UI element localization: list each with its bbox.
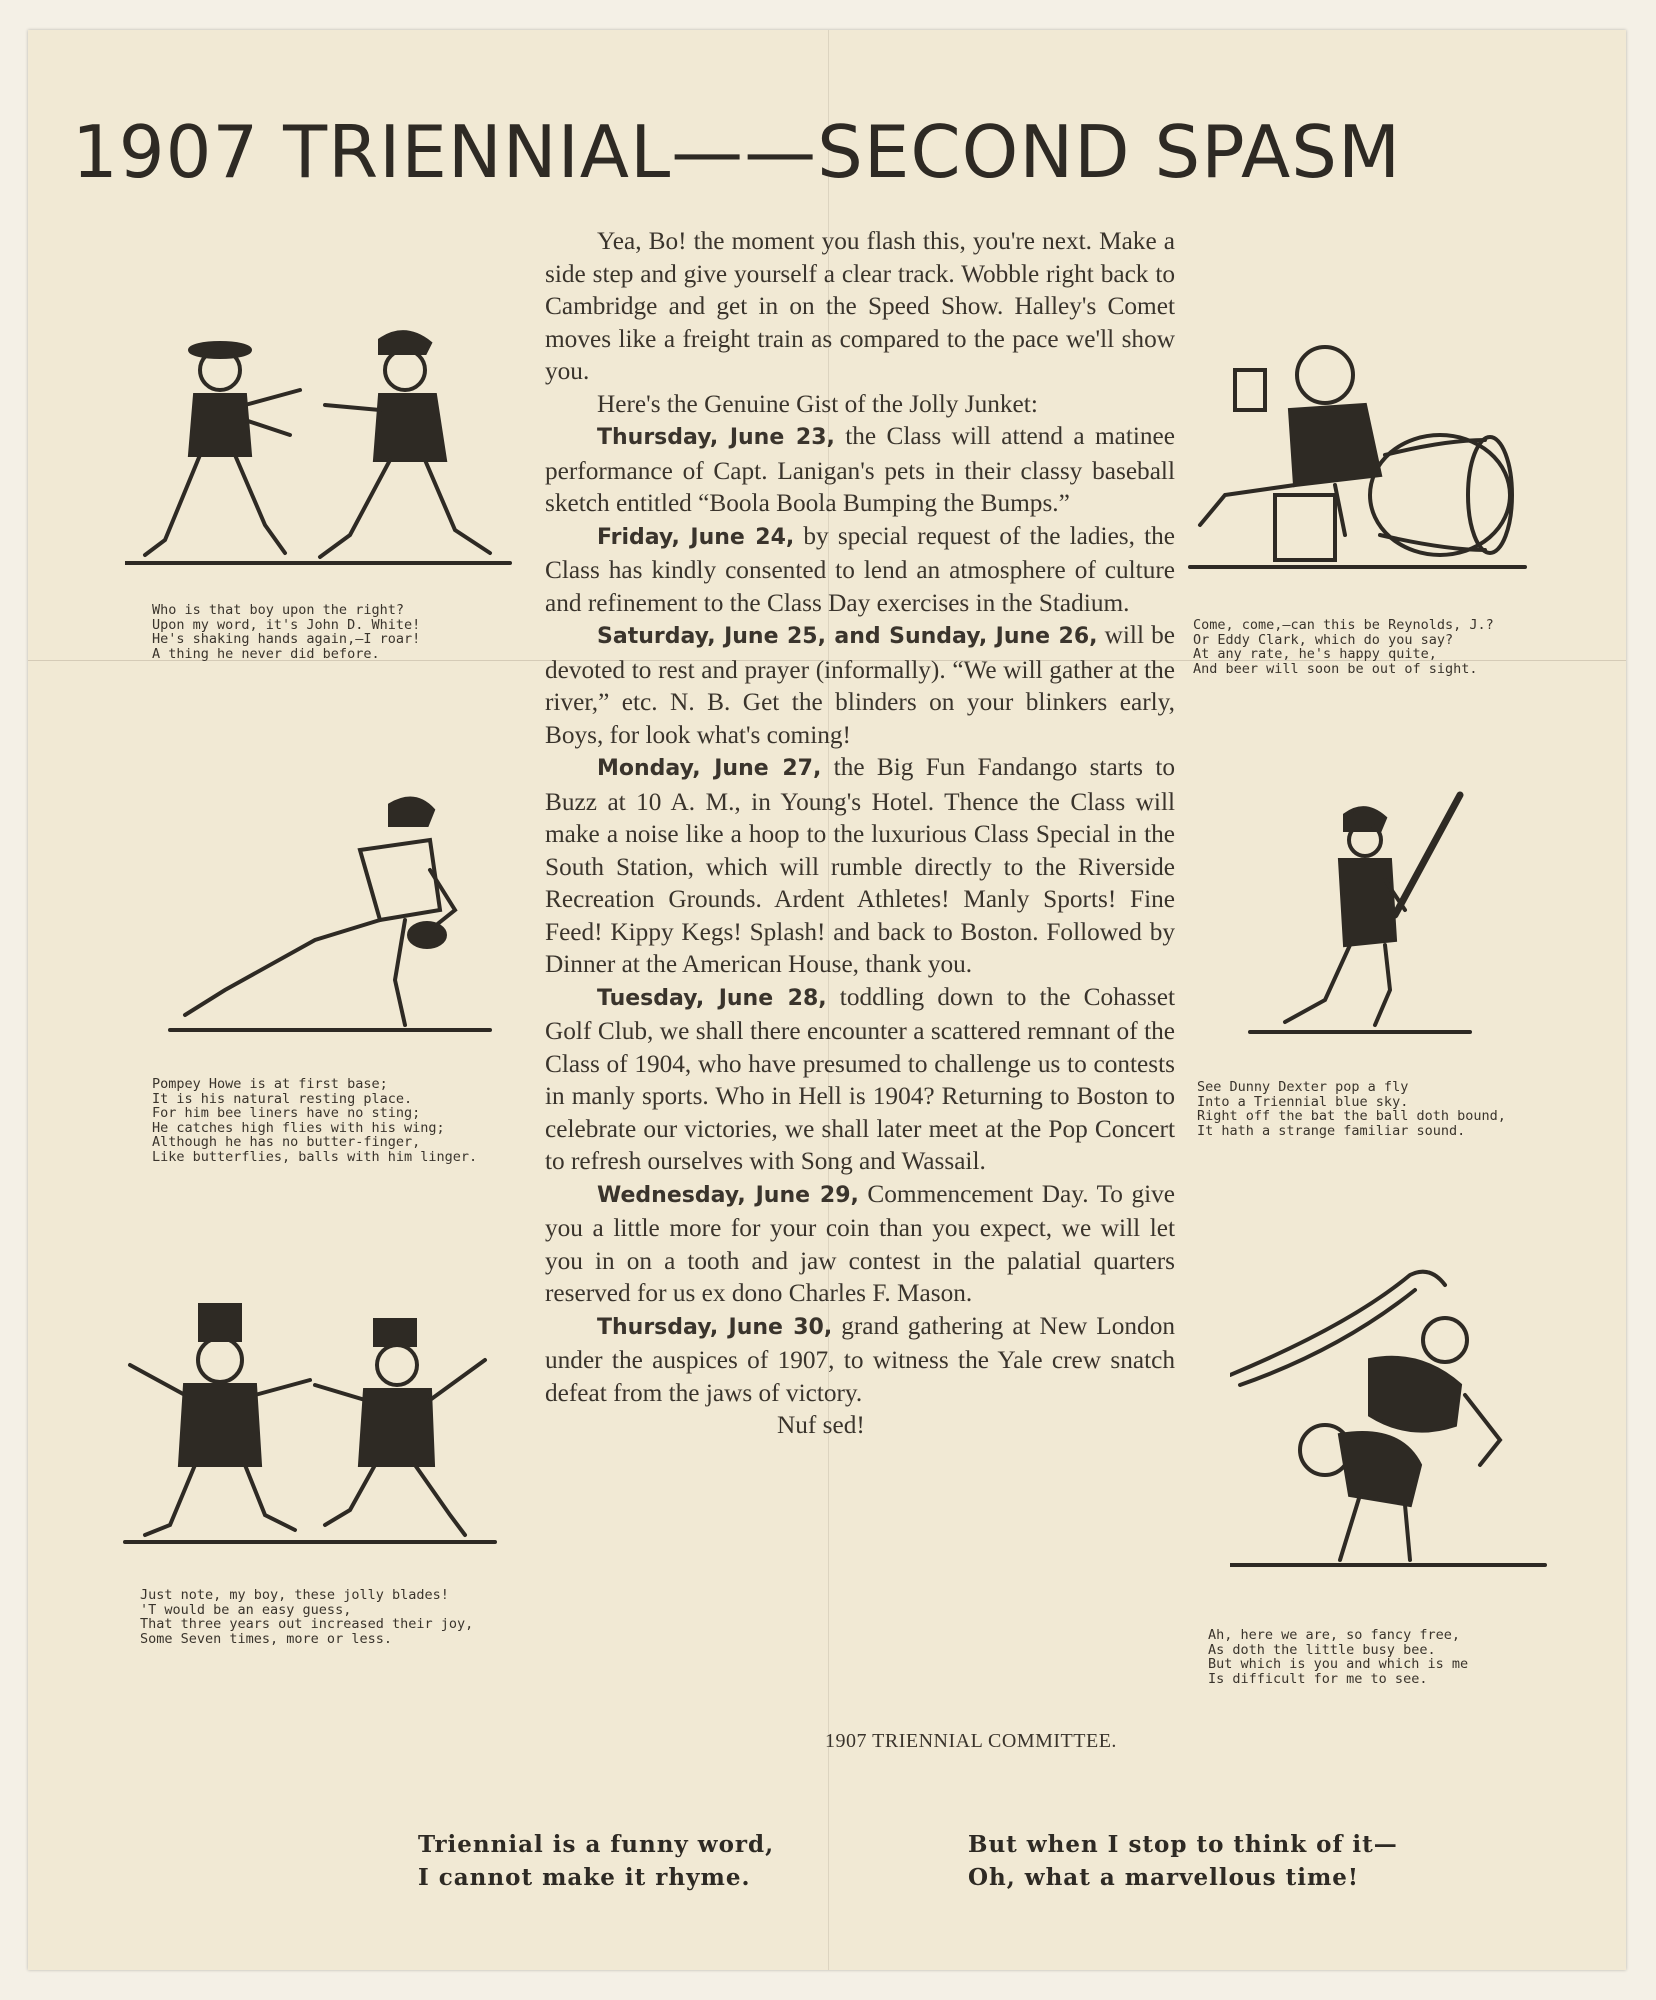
event-paragraph	[545, 420, 1175, 520]
caption-dancers: Just note, my boy, these jolly blades! 'T would be an easy guess, That three years out increased their joy, Some Seven times, more or less.	[140, 1587, 474, 1647]
caption-fielder: Pompey Howe is at first base; It is his natural resting place. For him bee liners have no sting; He catches high flies with his wing; Although he has no butter-finger, Like butterflies, balls with him linger.	[152, 1076, 478, 1165]
event-text: the Class will attend a matinee performance of Capt. Lanigan's pets in their classy baseball sketch entitled “Boola Boola Bumping the Bumps.”	[545, 422, 1176, 517]
event-text: toddling down to the Cohasset Golf Club, we shall there encounter a scattered remnant of the Class of 1904, who have presumed to challenge us to contests in manly sports. Who in Hell is 1904? Returning to Boston to celebrate our victories, we shall later meet at the Pop Concert to refresh ourselves with Song and Wassail.	[545, 982, 1175, 1175]
verse-line: Oh, what a marvellous time!	[968, 1864, 1360, 1891]
handshake-illustration	[125, 325, 515, 575]
verse-right	[968, 1828, 1398, 1894]
page-title: 1907 TRIENNIAL——SECOND SPASM	[72, 110, 1402, 194]
intro-paragraph: Yea, Bo! the moment you flash this, you're next. Make a side step and give yourself a clear track. Wobble right back to Cambridge and get in on the Speed Show. Halley's Comet moves like a freight train as compared to the pace we'll show you.	[545, 227, 1175, 385]
verse-left	[418, 1828, 774, 1894]
event-paragraph	[545, 751, 1175, 981]
closing-line: Nuf sed!	[777, 1411, 865, 1439]
verse-line: Triennial is a funny word,	[418, 1831, 775, 1858]
dancers-illustration	[115, 1300, 500, 1550]
event-date: Thursday, June 23,	[597, 425, 835, 450]
verse-line: But when I stop to think of it—	[968, 1831, 1398, 1858]
caption-batter: See Dunny Dexter pop a fly Into a Triennial blue sky. Right off the bat the ball doth bound, It hath a strange familiar sound.	[1197, 1079, 1506, 1139]
event-date: Thursday, June 30,	[597, 1314, 833, 1340]
event-date: Wednesday, June 29,	[597, 1182, 859, 1208]
event-date: Saturday, June 25, and Sunday, June 26,	[597, 624, 1098, 649]
event-paragraph	[545, 619, 1175, 751]
event-paragraph	[545, 1178, 1175, 1310]
event-date: Friday, June 24,	[597, 524, 795, 550]
batter-illustration	[1245, 790, 1475, 1040]
event-text: by special request of the ladies, the Class has kindly consented to lend an atmosphere of culture and refinement to the Class Day exercises in the Stadium.	[545, 521, 1176, 617]
event-text: will be devoted to rest and prayer (informally). “We will gather at the river,” etc. N. B. Get the blinders on your blinkers early, Boys, for look what's coming!	[545, 621, 1175, 749]
caption-leapfrog: Ah, here we are, so fancy free, As doth the little busy bee. But which is you and which is me Is difficult for me to see.	[1208, 1627, 1469, 1687]
body-text	[545, 225, 1175, 1442]
event-paragraph	[545, 1310, 1175, 1410]
verse-line: I cannot make it rhyme.	[418, 1864, 751, 1891]
event-text: the Big Fun Fandango starts to Buzz at 10 A. M., in Young's Hotel. Thence the Class will make a noise like a hoop to the luxurious Class Special in the South Station, which will rumble directly to the Riverside Recreation Grounds. Ardent Athletes! Manly Sports! Fine Feed! Kippy Kegs! Splash! and back to Boston. Followed by Dinner at the American House, thank you.	[545, 753, 1175, 978]
fielder-illustration	[165, 790, 495, 1040]
event-paragraph	[545, 981, 1175, 1178]
signature: 1907 TRIENNIAL COMMITTEE.	[825, 1730, 1117, 1752]
caption-handshake: Who is that boy upon the right? Upon my word, it's John D. White! He's shaking hands again,—I roar! A thing he never did before.	[152, 602, 421, 662]
event-date: Tuesday, June 28,	[597, 985, 827, 1011]
caption-keg: Come, come,—can this be Reynolds, J.? Or Eddy Clark, which do you say? At any rate, he's happy quite, And beer will soon be out of sight.	[1193, 617, 1494, 677]
event-text: grand gathering at New London under the auspices of 1907, to witness the Yale crew snatch defeat from the jaws of victory.	[545, 1311, 1176, 1407]
event-text: Commencement Day. To give you a little more for your coin than you expect, we will let you in on a tooth and jaw contest in the palatial quarters reserved for us ex dono Charles F. Mason.	[545, 1179, 1175, 1307]
gist-paragraph: Here's the Genuine Gist of the Jolly Junket:	[597, 389, 1038, 418]
leapfrog-illustration	[1230, 1265, 1550, 1585]
keg-illustration	[1185, 345, 1530, 575]
event-date: Monday, June 27,	[597, 756, 822, 781]
event-paragraph	[545, 520, 1175, 620]
